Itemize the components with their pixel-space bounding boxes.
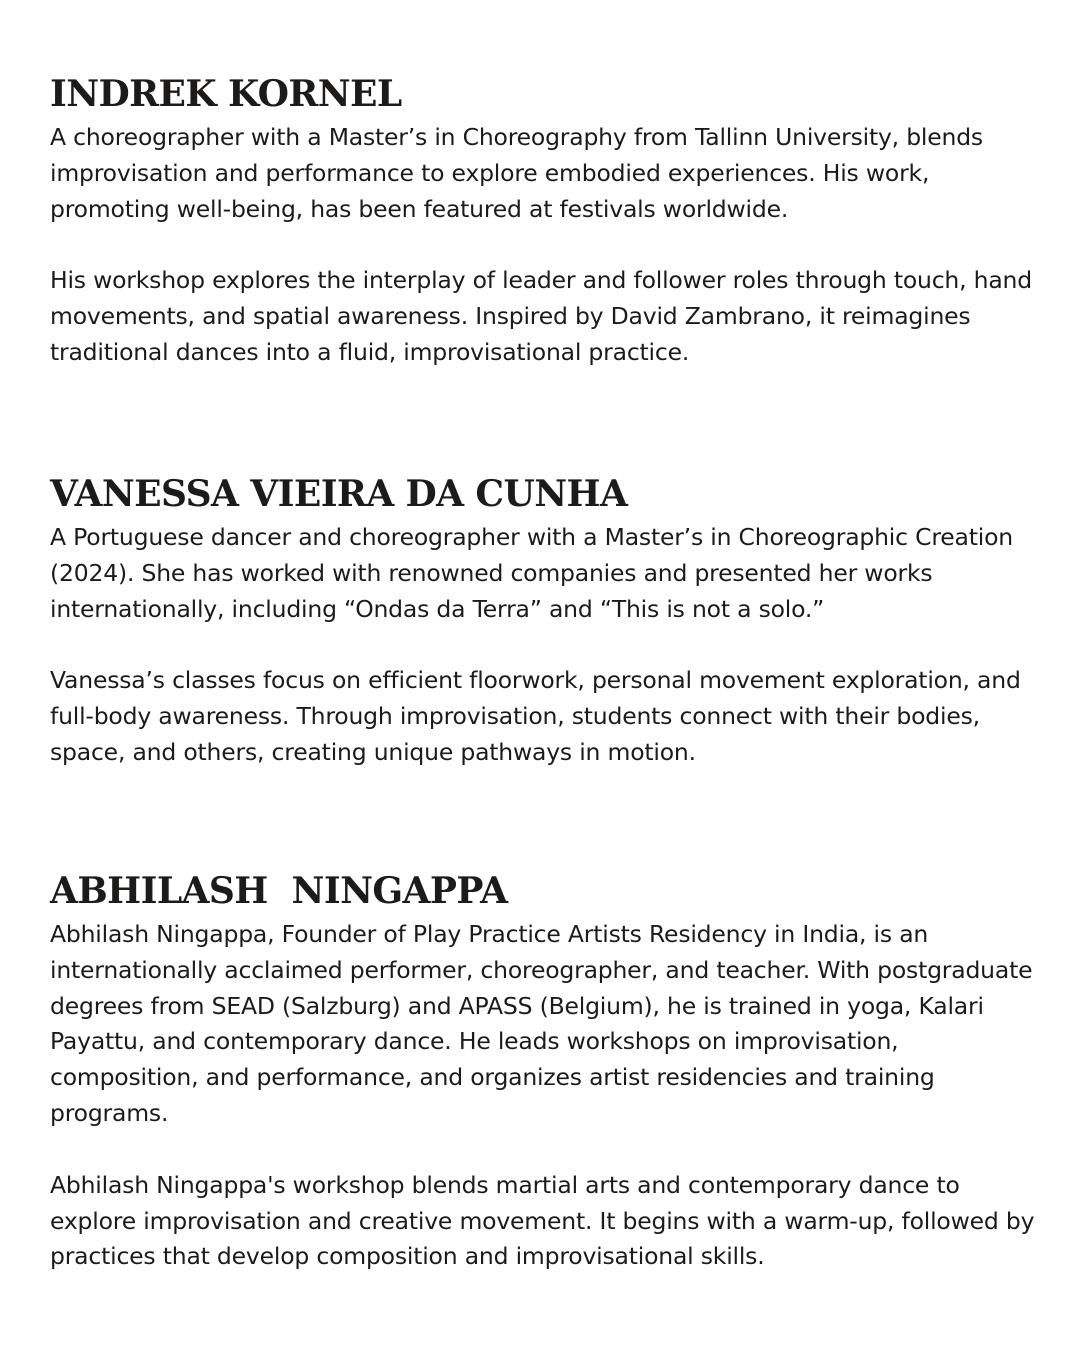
artist-name: ABHILASH NINGAPPA [50,870,508,912]
artist-bio: A Portuguese dancer and choreographer with a Master’s in Choreographic Creation (2024). She has worked with renowned companies and presented her works internationally, including “Ondas da Terra” and “This is not a solo.” [50,523,1013,623]
artist-section-abhilash-ningappa [50,869,1040,1275]
artist-name: VANESSA VIEIRA DA CUNHA [50,473,628,515]
artist-bio: Abhilash Ningappa, Founder of Play Practice Artists Residency in India, is an internationally acclaimed performer, choreographer, and teacher. With postgraduate degrees from SEAD (Salzburg) and APASS (Belgium), he is trained in yoga, Kalari Payattu, and contemporary dance. He leads workshops on improvisation, composition, and performance, and organizes artist residencies and training programs. [50,920,1033,1127]
workshop-description: Abhilash Ningappa's workshop blends martial arts and contemporary dance to explore improvisation and creative movement. It begins with a warm-up, followed by practices that develop composition and improvisational skills. [50,1170,1035,1271]
artist-section-vanessa-vieira-da-cunha [50,472,1040,771]
artist-name: INDREK KORNEL [50,73,402,115]
workshop-description: Vanessa’s classes focus on efficient floorwork, personal movement exploration, and full-body awareness. Through improvisation, students connect with their bodies, space, and others, creating unique pathways in motion. [50,666,1021,766]
artist-section-indrek-kornel [50,72,1040,371]
artist-bios-page [50,0,1040,1350]
artist-bio: A choreographer with a Master’s in Choreography from Tallinn University, blends improvisation and performance to explore embodied experiences. His work, promoting well-being, has been featured at festivals worldwide. [50,123,983,223]
workshop-description: His workshop explores the interplay of leader and follower roles through touch, hand movements, and spatial awareness. Inspired by David Zambrano, it reimagines traditional dances into a fluid, improvisational practice. [50,266,1032,366]
